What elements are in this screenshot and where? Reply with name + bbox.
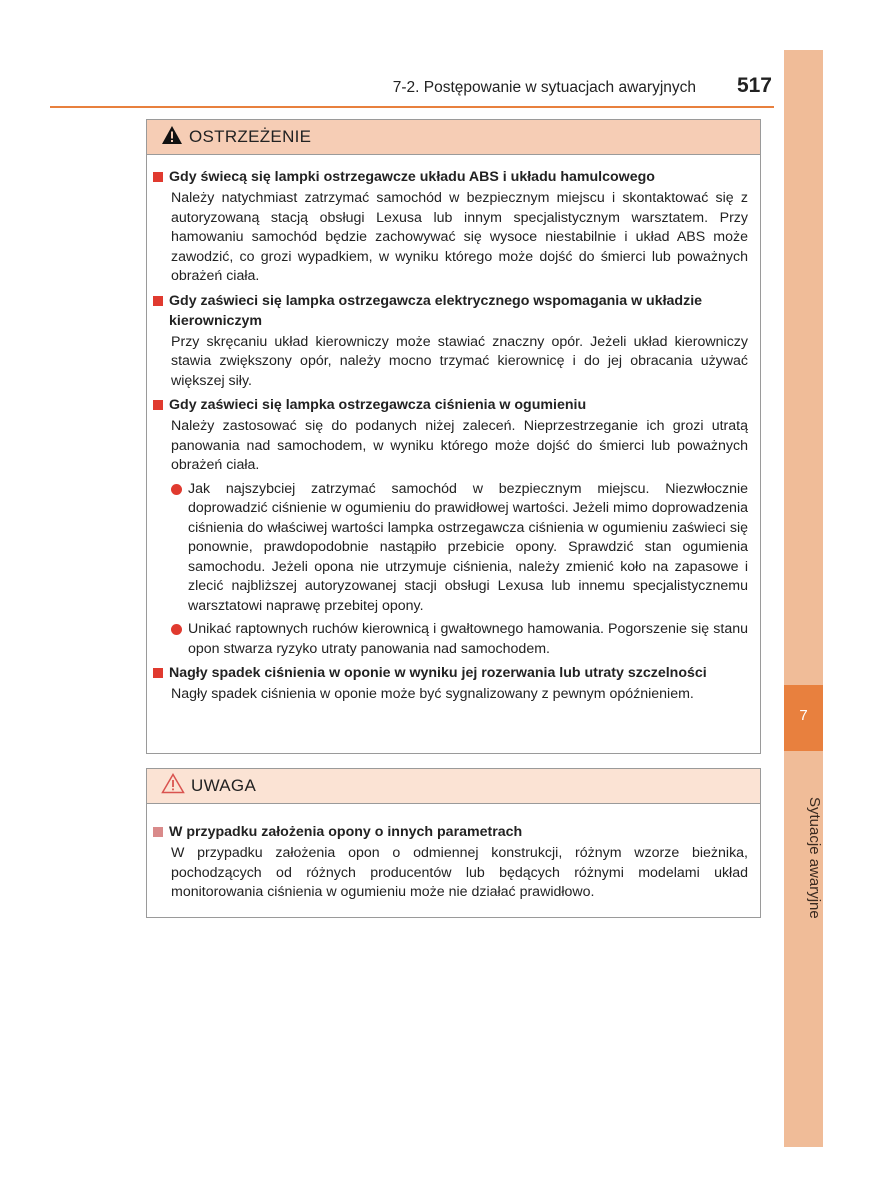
warning-item-text: Należy zastosować się do podanych niżej zaleceń. Nieprzestrzeganie ich grozi utratą panowania nad samochodem, w wyniku którego może dojść do śmierci lub poważnych obrażeń ciała. bbox=[171, 418, 748, 473]
warning-box bbox=[146, 119, 761, 754]
warning-item-title: Gdy świecą się lampki ostrzegawcze układu ABS i układu hamulcowego bbox=[153, 167, 748, 187]
chapter-title: Sytuacje awaryjne bbox=[806, 797, 823, 919]
warning-item-text: Nagły spadek ciśnienia w oponie może być sygnalizowany z pewnym opóźnieniem. bbox=[171, 686, 694, 702]
warning-item-text: Przy skręcaniu układ kierowniczy może stawiać znaczny opór. Jeżeli układ kierowniczy stawia zwiększony opór, należy mocno trzymać kierownicę i do jej obracania używać większej siły. bbox=[171, 333, 748, 389]
page-number: 517 bbox=[736, 74, 772, 97]
warning-item-title: Gdy zaświeci się lampka ostrzegawcza elektrycznego wspomagania w układzie kierowniczym bbox=[153, 291, 748, 331]
warning-box-header bbox=[147, 120, 760, 155]
chapter-side-tab bbox=[784, 50, 823, 1147]
warning-triangle-outline-icon bbox=[161, 773, 185, 799]
red-square-bullet-icon bbox=[153, 400, 163, 410]
red-square-bullet-icon bbox=[153, 668, 163, 678]
pink-square-bullet-icon bbox=[153, 827, 163, 837]
warning-item-title: Gdy zaświeci się lampka ostrzegawcza ciśnienia w ogumieniu bbox=[153, 395, 748, 415]
caution-box bbox=[146, 768, 761, 918]
caution-item-text: W przypadku założenia opon o odmiennej konstrukcji, różnym wzorze bieżnika, pochodzących od różnych producentów lub będących różnymi modelami układ monitorowania ciśnienia w ogumieniu może nie działać prawidłowo. bbox=[171, 845, 748, 900]
red-square-bullet-icon bbox=[153, 172, 163, 182]
warning-label: OSTRZEŻENIE bbox=[189, 127, 312, 146]
warning-triangle-filled-icon bbox=[161, 125, 183, 150]
caution-box-header bbox=[147, 769, 760, 804]
red-dot-bullet-icon bbox=[171, 624, 182, 635]
page-header bbox=[50, 70, 774, 108]
caution-item-title: W przypadku założenia opony o innych parametrach bbox=[153, 822, 748, 842]
red-dot-bullet-icon bbox=[171, 484, 182, 495]
warning-bullet: Unikać raptownych ruchów kierownicą i gwałtownego hamowania. Pogorszenie się stanu opon stwarza ryzyko utraty panowania nad samochodem. bbox=[171, 620, 748, 659]
chapter-number: 7 bbox=[784, 685, 823, 751]
caution-label: UWAGA bbox=[191, 776, 257, 795]
warning-item-title: Nagły spadek ciśnienia w oponie w wyniku jej rozerwania lub utraty szczelności bbox=[153, 663, 748, 683]
warning-item-text: Należy natychmiast zatrzymać samochód w bezpiecznym miejscu i skontaktować się z autoryzowaną stacją obsługi Lexusa lub innym specjalistycznym warsztatem. Przy hamowaniu samochód będzie zachowywać się wysoce niestabilnie i układ ABS może zawodzić, co grozi wypadkiem, w wyniku którego może dojść do śmierci lub poważnych obrażeń ciała. bbox=[171, 190, 748, 284]
warning-box-body bbox=[147, 155, 760, 705]
section-title: 7-2. Postępowanie w sytuacjach awaryjnych bbox=[392, 79, 696, 96]
warning-bullet: Jak najszybciej zatrzymać samochód w bezpiecznym miejscu. Niezwłocznie doprowadzić ciśnienie w ogumieniu do prawidłowej wartości. Jeżeli mimo doprowadzenia ciśnienia do właściwej wartości lampka ostrzegawcza ciśnienia w ogumieniu zaświeci się ponownie, prawdopodobnie nastąpiło przebicie opony. Sprawdzić stan ogumienia samochodu. Jeżeli opona nie utrzymuje ciśnienia, należy zmienić koło na zapasowe i zlecić najbliższej autoryzowanej stacji obsługi Lexusa lub innemu specjalistycznemu warsztatowi naprawę przebitej opony. bbox=[171, 480, 748, 617]
caution-box-body bbox=[147, 804, 760, 903]
red-square-bullet-icon bbox=[153, 296, 163, 306]
